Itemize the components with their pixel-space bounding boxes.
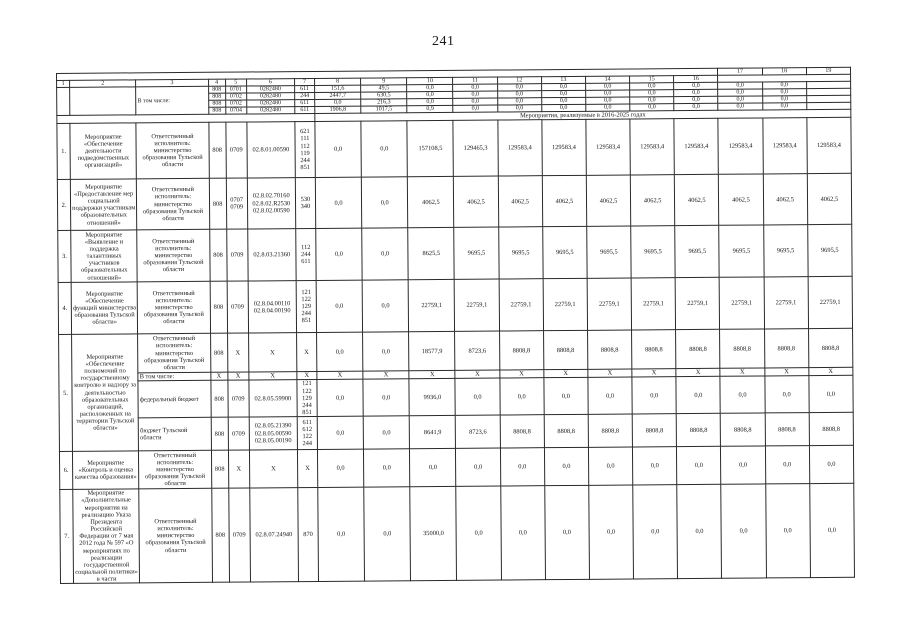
value-cell: 8808,8 xyxy=(765,413,809,446)
value-cell: 0,0 xyxy=(407,91,453,98)
code-cell: 621 111 112 119 244 851 xyxy=(295,122,316,178)
measure-row xyxy=(57,173,851,230)
code-cell: 121 122 129 244 851 xyxy=(296,281,316,333)
code-cell: X xyxy=(249,450,297,488)
value-cell: 0,0 xyxy=(718,82,762,89)
value-cell: 4062,5 xyxy=(542,176,587,227)
x-cell: X xyxy=(455,370,499,379)
section-title: Мероприятия, реализуемые в 2016-2025 годах xyxy=(315,109,851,121)
code-cell: X xyxy=(228,450,249,488)
row-number: 7. xyxy=(60,490,74,584)
value-cell: 9936,0 xyxy=(409,379,455,416)
column-number: 10 xyxy=(407,77,453,84)
value-cell: 0,0 xyxy=(586,104,630,111)
measure-row xyxy=(59,328,853,373)
value-cell: 0702 xyxy=(225,93,246,100)
value-cell: 8808,8 xyxy=(720,329,764,368)
value-cell: 808 xyxy=(208,93,225,100)
code-cell: 0707 0709 xyxy=(226,178,247,229)
column-number: 14 xyxy=(585,76,629,83)
x-cell: X xyxy=(632,369,676,378)
value-cell: 8808,8 xyxy=(721,413,765,446)
code-cell: 808 xyxy=(208,122,226,178)
subrows-label: В том числе: xyxy=(136,86,208,115)
value-cell: 0,0 xyxy=(674,96,718,103)
x-cell: X xyxy=(499,370,543,379)
value-cell: 9695,5 xyxy=(542,227,587,279)
value-cell: 0,0 xyxy=(541,90,585,97)
funding-source: бюджет Тульской области xyxy=(139,417,212,451)
code-cell: 808 xyxy=(211,450,228,488)
code-cell: 808 xyxy=(210,281,227,333)
value-cell: 151,6 xyxy=(315,85,361,92)
value-cell: 0,0 xyxy=(456,486,501,581)
value-cell: 0,0 xyxy=(630,83,674,90)
code-cell: 808 xyxy=(211,488,229,582)
value-cell: 0,0 xyxy=(500,378,544,415)
value-cell: 8808,8 xyxy=(676,329,720,368)
value-cell: 0,0 xyxy=(809,376,854,413)
value-cell: 630,5 xyxy=(361,92,407,99)
x-cell: X xyxy=(317,371,363,380)
page-number: 241 xyxy=(432,34,455,49)
value-cell: 808 xyxy=(208,100,225,107)
value-cell: 9695,5 xyxy=(498,227,543,279)
value-cell: 0,0 xyxy=(586,90,630,97)
column-number: 4 xyxy=(208,79,225,86)
value-cell: 0,0 xyxy=(633,447,677,485)
value-cell: 129583,4 xyxy=(762,118,807,174)
measure-row xyxy=(59,445,853,489)
value-cell: 0,0 xyxy=(500,486,545,581)
value-cell: 0,0 xyxy=(633,485,678,580)
value-cell: 129583,4 xyxy=(497,120,542,176)
value-cell: 1017,5 xyxy=(361,106,407,113)
value-cell: 0,0 xyxy=(362,280,409,332)
subrows-label: В том числе: xyxy=(138,372,210,381)
value-cell: 0702 xyxy=(225,100,246,107)
value-cell: 0,0 xyxy=(407,84,453,91)
row-number: 4. xyxy=(58,283,71,335)
x-cell: X xyxy=(764,368,808,377)
value-cell: 0,0 xyxy=(545,486,590,581)
value-cell: 216,3 xyxy=(361,99,407,106)
value-cell: 8808,8 xyxy=(632,330,676,369)
column-number: 7 xyxy=(294,78,314,85)
code-cell: X xyxy=(297,450,317,488)
value-cell: 4062,5 xyxy=(807,173,852,224)
value-cell: 0282480 xyxy=(246,107,294,114)
value-cell: 129583,4 xyxy=(542,120,587,176)
value-cell: 0704 xyxy=(225,107,246,114)
column-number: 17 xyxy=(718,68,762,75)
value-cell: 0,0 xyxy=(500,448,544,486)
value-cell: 808 xyxy=(208,86,225,93)
value-cell: 129583,4 xyxy=(718,118,763,174)
budget-table-sheet xyxy=(56,67,870,595)
measure-name: Мероприятие «Предоставление мер социальной поддержки участникам образовательных отношений» xyxy=(70,179,137,231)
value-cell: 244 xyxy=(295,92,315,99)
value-cell: 8808,8 xyxy=(809,412,854,445)
value-cell: 0282480 xyxy=(246,86,294,93)
value-cell: 808 xyxy=(208,107,225,114)
value-cell: 0,0 xyxy=(720,376,764,413)
code-cell: 611 612 122 244 xyxy=(297,417,317,450)
value-cell: 611 xyxy=(295,99,315,106)
value-cell: 611 xyxy=(295,106,315,113)
value-cell: 9695,5 xyxy=(763,225,808,277)
x-cell: X xyxy=(720,368,764,377)
value-cell: 0,0 xyxy=(630,104,674,111)
code-cell: 0709 xyxy=(228,488,250,582)
value-cell: 0,0 xyxy=(316,332,362,371)
value-cell: 49,5 xyxy=(361,85,407,92)
row-number: 5. xyxy=(59,335,73,452)
value-cell: 4062,5 xyxy=(408,177,455,228)
x-cell: X xyxy=(297,372,317,380)
value-cell: 8808,8 xyxy=(543,331,587,370)
value-cell: 0,0 xyxy=(586,83,630,90)
value-cell: 129583,4 xyxy=(586,119,631,175)
value-cell: 0,0 xyxy=(589,485,634,580)
code-cell: X xyxy=(248,333,296,372)
value-cell: 0,0 xyxy=(762,103,806,110)
value-cell: 0,0 xyxy=(453,84,497,91)
value-cell: 0,0 xyxy=(762,82,806,89)
code-cell: 0709 xyxy=(226,122,248,178)
value-cell: 9695,5 xyxy=(675,225,720,277)
column-number: 13 xyxy=(541,76,585,83)
x-cell: X xyxy=(363,371,409,380)
code-cell: 808 xyxy=(210,381,227,418)
value-cell: 9695,5 xyxy=(807,224,852,276)
column-number: 18 xyxy=(762,68,806,75)
value-cell: 0,0 xyxy=(632,377,676,414)
code-cell: 870 xyxy=(298,488,319,582)
column-number: 3 xyxy=(136,79,208,87)
code-cell: 02.8.01.00590 xyxy=(247,122,296,178)
value-cell: 22759,1 xyxy=(543,279,588,331)
blank-cell xyxy=(70,87,136,116)
value-cell: 0,0 xyxy=(363,379,409,416)
value-cell: 8808,8 xyxy=(588,414,632,447)
value-cell: 0,0 xyxy=(317,379,363,416)
value-cell: 0,0 xyxy=(674,103,718,110)
executor: Ответственный исполнитель: министерство образования Тульской области xyxy=(137,281,210,334)
column-number: 5 xyxy=(225,79,246,86)
column-number: 19 xyxy=(806,67,850,74)
value-cell: 0,0 xyxy=(718,89,762,96)
code-cell: 808 xyxy=(211,417,228,450)
executor: Ответственный исполнитель: министерство образования Тульской области xyxy=(139,488,212,583)
code-cell: 808 xyxy=(209,178,226,229)
code-cell: X xyxy=(296,333,316,372)
value-cell: 0,0 xyxy=(542,104,586,111)
value-cell: 0,0 xyxy=(721,484,766,579)
measure-name: Мероприятие «Обеспечение полномочий по государственному контролю и надзору за деятельностью образовательных организаций, расположенных на территории Тульской области» xyxy=(72,334,139,452)
column-number: 1 xyxy=(57,80,70,87)
value-cell: 8808,8 xyxy=(499,331,543,370)
value-cell: 22759,1 xyxy=(631,278,676,330)
x-cell: X xyxy=(676,368,720,377)
value-cell: 0,0 xyxy=(588,377,632,414)
value-cell: 8808,8 xyxy=(632,414,676,447)
value-cell: 0,0 xyxy=(677,446,721,484)
row-number: 1. xyxy=(57,124,70,180)
value-cell: 0,0 xyxy=(315,99,361,106)
measure-row xyxy=(60,483,855,583)
value-cell: 0,0 xyxy=(317,449,363,487)
value-cell: 1906,8 xyxy=(315,106,361,113)
column-number: 15 xyxy=(630,76,674,83)
value-cell: 0,0 xyxy=(497,84,541,91)
x-cell: X xyxy=(588,369,632,378)
measure-name: Мероприятие «Обеспечение функций министерства образования Тульской области» xyxy=(71,282,138,335)
value-cell: 0,0 xyxy=(318,487,365,582)
column-number: 2 xyxy=(70,80,136,88)
code-cell: 02.8.05.59900 xyxy=(249,380,297,417)
value-cell: 8808,8 xyxy=(544,415,588,448)
value-cell: 8723,6 xyxy=(456,415,500,448)
value-cell: 0,0 xyxy=(718,96,762,103)
value-cell: 0,9 xyxy=(407,105,453,112)
value-cell: 129583,4 xyxy=(674,118,719,174)
value-cell: 0,0 xyxy=(317,416,363,449)
value-cell: 4062,5 xyxy=(675,174,720,225)
value-cell: 8808,8 xyxy=(676,413,720,446)
value-cell: 0,0 xyxy=(674,89,718,96)
column-number: 11 xyxy=(453,77,497,84)
value-cell: 0,0 xyxy=(362,228,409,280)
value-cell: 129583,4 xyxy=(630,119,675,175)
code-cell: 0709 xyxy=(227,281,248,333)
value-cell: 0,0 xyxy=(765,484,810,579)
value-cell: 22759,1 xyxy=(408,280,455,332)
x-cell: X xyxy=(409,371,455,380)
value-cell: 22759,1 xyxy=(675,277,720,329)
value-cell: 8808,8 xyxy=(764,329,808,368)
column-number: 6 xyxy=(246,79,294,86)
value-cell: 611 xyxy=(294,85,314,92)
value-cell: 8625,5 xyxy=(408,228,455,280)
executor: Ответственный исполнитель: министерство образования Тульской области xyxy=(137,178,210,230)
value-cell: 129583,4 xyxy=(807,117,852,173)
value-cell: 8808,8 xyxy=(587,330,631,369)
code-cell: 808 xyxy=(210,333,227,372)
value-cell: 0,0 xyxy=(588,447,632,485)
column-number: 9 xyxy=(361,78,407,85)
measure-name: Мероприятие «Выявление и поддержка талантливых участников образовательных отношений» xyxy=(71,230,138,283)
measure-name: Мероприятие «Обеспечение деятельности подведомственных организаций» xyxy=(70,123,137,180)
value-cell: 0,0 xyxy=(674,82,718,89)
value-cell: 4062,5 xyxy=(719,174,764,225)
value-cell: 0,0 xyxy=(364,449,410,487)
value-cell: 0,0 xyxy=(586,97,630,104)
value-cell: 9695,5 xyxy=(587,226,632,278)
executor: Ответственный исполнитель: министерство образования Тульской области xyxy=(139,450,212,489)
value-cell: 0,0 xyxy=(677,484,722,579)
value-cell: 4062,5 xyxy=(763,174,808,225)
value-cell: 0,0 xyxy=(809,445,854,483)
code-cell: 02.8.02.70160 02.8.02.R2530 02.8.02.00590 xyxy=(247,178,296,229)
value-cell: 0,0 xyxy=(315,121,362,177)
value-cell: 8641,9 xyxy=(409,416,455,449)
x-cell: X xyxy=(809,367,853,376)
value-cell: 8808,8 xyxy=(808,328,853,367)
code-cell: 0709 xyxy=(228,417,249,450)
column-number: 16 xyxy=(674,75,718,82)
value-cell: 35000,0 xyxy=(410,487,457,582)
subrow xyxy=(59,376,853,419)
table-body xyxy=(57,67,855,584)
executor: Ответственный исполнитель: министерство образования Тульской области xyxy=(138,333,211,373)
executor: Ответственный исполнитель: министерство образования Тульской области xyxy=(137,229,210,282)
measure-row xyxy=(58,224,852,282)
value-cell: 0,0 xyxy=(497,98,541,105)
code-cell: 02.8.07.24940 xyxy=(249,488,298,583)
value-cell: 0,0 xyxy=(497,91,541,98)
value-cell: 0,0 xyxy=(315,177,362,228)
code-cell: 808 xyxy=(209,229,226,281)
code-cell: 0709 xyxy=(228,380,249,417)
value-cell: 129465,3 xyxy=(453,120,498,176)
measure-row xyxy=(58,276,852,334)
value-cell: 0,0 xyxy=(676,377,720,414)
value-cell: 0,0 xyxy=(544,378,588,415)
measure-row xyxy=(57,117,851,179)
blank-cell xyxy=(57,87,70,115)
value-cell: 0,0 xyxy=(453,91,497,98)
column-number: 12 xyxy=(497,77,541,84)
value-cell: 0,0 xyxy=(764,376,808,413)
value-cell: 0,0 xyxy=(455,378,499,415)
value-cell: 0,0 xyxy=(363,416,409,449)
code-cell: 530 340 xyxy=(295,178,315,229)
value-cell: 0,0 xyxy=(407,98,453,105)
value-cell: 8808,8 xyxy=(500,415,544,448)
value-cell: 0701 xyxy=(225,86,246,93)
value-cell: 2447,7 xyxy=(315,92,361,99)
measure-name: Мероприятие «Дополнительные мероприятия на реализацию Указа Президента Российской Федерации от 7 мая 2012 года № 597 «О мероприятиях по реализации государственной социальной политики» в части xyxy=(73,489,140,584)
row-number: 2. xyxy=(57,180,70,231)
value-cell: 0,0 xyxy=(497,105,541,112)
code-cell: 112 244 611 xyxy=(296,229,316,281)
value-cell: 4062,5 xyxy=(454,176,499,227)
row-number: 3. xyxy=(58,231,71,283)
code-cell: 121 122 129 244 851 xyxy=(297,380,317,417)
value-cell: 0,0 xyxy=(762,96,806,103)
measure-name: Мероприятие «Контроль и оценка качества образования» xyxy=(73,451,140,490)
x-cell: X xyxy=(210,372,227,380)
value-cell: 0,0 xyxy=(361,121,408,177)
value-cell: 0,0 xyxy=(316,280,363,332)
value-cell: 0282480 xyxy=(246,100,294,107)
x-cell: X xyxy=(249,372,297,381)
budget-table xyxy=(56,67,855,585)
code-cell: 02.8.05.21390 02.8.05.00590 02.8.05.00190 xyxy=(249,417,297,450)
code-cell: 02.8.04.00110 02.8.04.00190 xyxy=(248,281,297,333)
code-cell: X xyxy=(227,333,248,372)
value-cell: 0282480 xyxy=(246,93,294,100)
value-cell: 4062,5 xyxy=(630,175,675,226)
column-number: 8 xyxy=(314,78,360,85)
value-cell: 0,0 xyxy=(364,487,411,582)
value-cell: 18577,9 xyxy=(409,332,455,371)
funding-source: федеральный бюджет xyxy=(138,381,211,418)
value-cell: 22759,1 xyxy=(455,279,500,331)
value-cell: 0,0 xyxy=(453,105,497,112)
code-cell: 0709 xyxy=(226,229,247,281)
value-cell: 22759,1 xyxy=(587,278,632,330)
value-cell: 0,0 xyxy=(541,97,585,104)
value-cell: 9695,5 xyxy=(719,225,764,277)
code-cell: 02.8.03.21360 xyxy=(247,229,296,281)
value-cell: 0,0 xyxy=(456,448,500,486)
value-cell: 0,0 xyxy=(410,449,456,487)
value-cell: 0,0 xyxy=(361,177,408,228)
executor: Ответственный исполнитель: министерство образования Тульской области xyxy=(136,122,209,179)
value-cell: 0,0 xyxy=(762,89,806,96)
value-cell: 9695,5 xyxy=(631,226,676,278)
value-cell: 4062,5 xyxy=(498,176,543,227)
value-cell: 22759,1 xyxy=(764,277,809,329)
value-cell: 0,0 xyxy=(541,83,585,90)
value-cell: 0,0 xyxy=(544,448,588,486)
value-cell: 0,0 xyxy=(453,98,497,105)
value-cell: 22759,1 xyxy=(808,276,853,328)
value-cell: 22759,1 xyxy=(720,277,765,329)
value-cell: 8723,6 xyxy=(455,331,499,370)
value-cell: 0,0 xyxy=(718,103,762,110)
value-cell: 0,0 xyxy=(316,228,363,280)
value-cell: 0,0 xyxy=(809,483,854,578)
value-cell: 4062,5 xyxy=(586,175,631,226)
row-number: 6. xyxy=(59,452,72,490)
value-cell: 157108,5 xyxy=(407,121,454,177)
value-cell: 0,0 xyxy=(721,446,765,484)
value-cell: 0,0 xyxy=(765,446,809,484)
value-cell: 22759,1 xyxy=(499,279,544,331)
value-cell: 0,0 xyxy=(630,90,674,97)
x-cell: X xyxy=(227,372,248,380)
value-cell: 9695,5 xyxy=(454,227,499,279)
x-cell: X xyxy=(544,370,588,379)
value-cell: 0,0 xyxy=(630,97,674,104)
value-cell: 0,0 xyxy=(363,332,409,371)
